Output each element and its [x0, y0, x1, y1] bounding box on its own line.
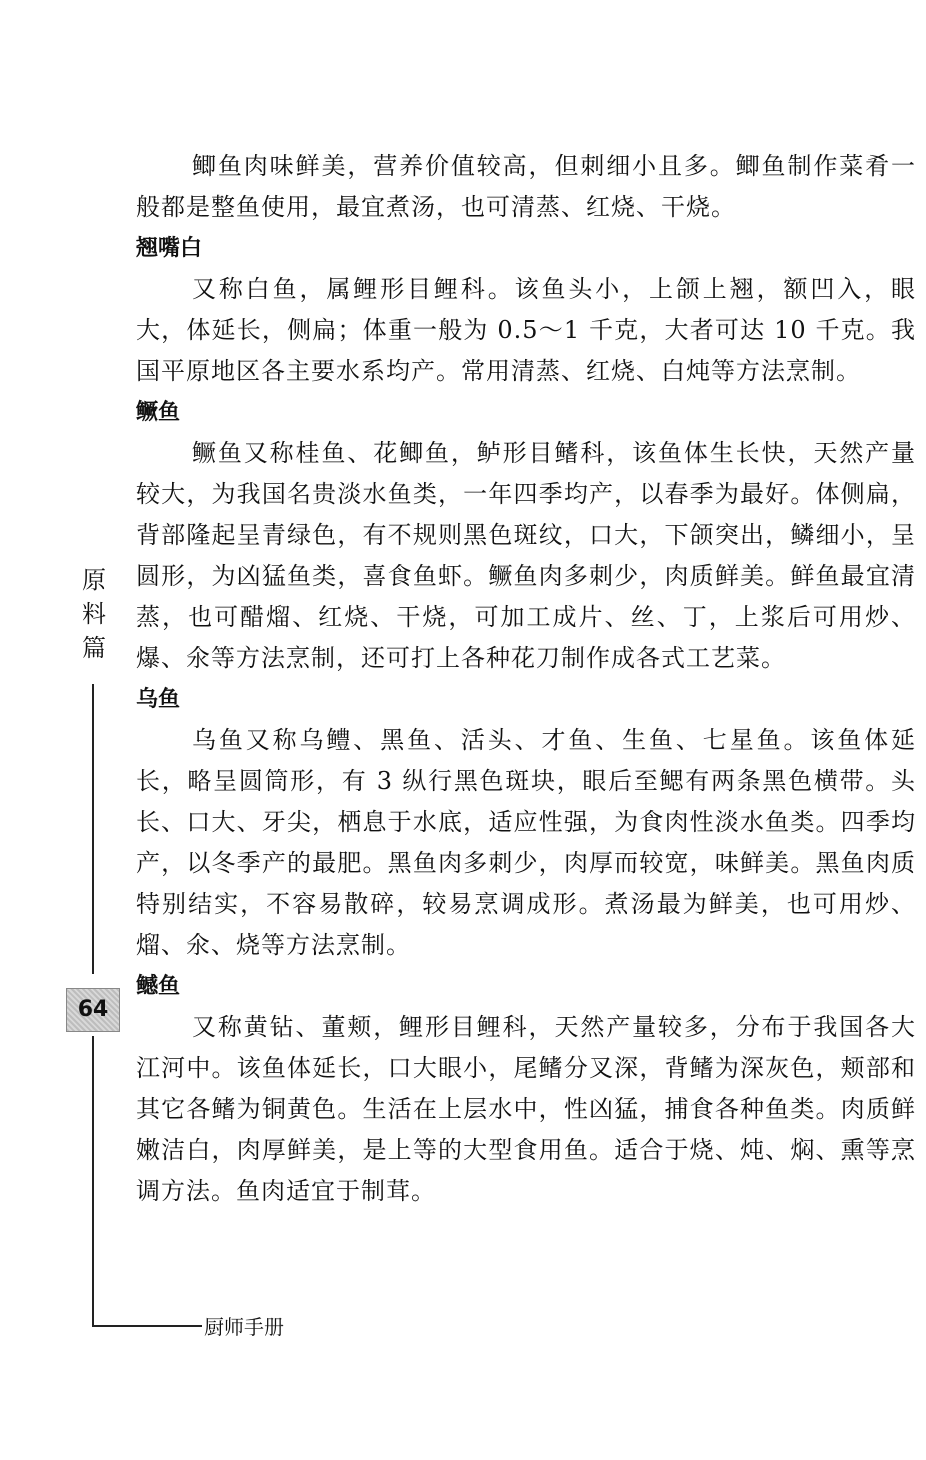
heading-topmouth-culter: 翘嘴白 — [136, 236, 203, 261]
paragraph-topmouth-culter: 又称白鱼，属鲤形目鲤科。该鱼头小，上颌上翘，额凹入，眼大，体延长，侧扁；体重一般为 0.5～1 千克，大者可达 10 千克。我国平原地区各主要水系均产。常用清蒸、红烧、白炖等方法烹制。 — [136, 275, 916, 385]
footer-rule — [92, 1325, 202, 1327]
page-number: 64 — [66, 988, 120, 1032]
page-body — [136, 146, 916, 1212]
paragraph-crucian-carp: 鲫鱼肉味鲜美，营养价值较高，但刺细小且多。鲫鱼制作菜肴一般都是整鱼使用，最宜煮汤，也可清蒸、红烧、干烧。 — [136, 152, 916, 221]
heading-mandarin-fish: 鳜鱼 — [136, 400, 181, 425]
section-side-label — [79, 563, 109, 665]
footer-book-title: 厨师手册 — [204, 1315, 284, 1339]
paragraph-snakehead: 乌鱼又称乌鳢、黑鱼、活头、才鱼、生鱼、七星鱼。该鱼体延长，略呈圆筒形，有 3 纵行黑色斑块，眼后至鳃有两条黑色横带。头长、口大、牙尖，栖息于水底，适应性强，为食肉性淡水鱼类。四季均产，以冬季产的最肥。黑鱼肉多刺少，肉厚而较宽，味鲜美。黑鱼肉质特别结实，不容易散碎，较易烹调成形。煮汤最为鲜美，也可用炒、熘、氽、烧等方法烹制。 — [136, 726, 916, 959]
paragraph-yellowcheek: 又称黄钻、董颊，鲤形目鲤科，天然产量较多，分布于我国各大江河中。该鱼体延长，口大眼小，尾鳍分叉深，背鳍为深灰色，颊部和其它各鳍为铜黄色。生活在上层水中，性凶猛，捕食各种鱼类。肉质鲜嫩洁白，肉厚鲜美，是上等的大型食用鱼。适合于烧、炖、焖、熏等烹调方法。鱼肉适宜于制茸。 — [136, 1013, 916, 1205]
margin-rule-lower — [92, 1036, 94, 1326]
side-label-char: 篇 — [82, 634, 106, 662]
side-label-char: 原 — [82, 566, 106, 594]
side-label-char: 料 — [82, 600, 106, 628]
heading-yellowcheek: 鳡鱼 — [136, 974, 181, 999]
heading-snakehead: 乌鱼 — [136, 687, 181, 712]
paragraph-mandarin-fish: 鳜鱼又称桂鱼、花鲫鱼，鲈形目鳍科，该鱼体生长快，天然产量较大，为我国名贵淡水鱼类，一年四季均产，以春季为最好。体侧扁，背部隆起呈青绿色，有不规则黑色斑纹，口大，下颌突出，鳞细小，呈圆形，为凶猛鱼类，喜食鱼虾。鳜鱼肉多刺少，肉质鲜美。鲜鱼最宜清蒸，也可醋熘、红烧、干烧，可加工成片、丝、丁，上浆后可用炒、爆、氽等方法烹制，还可打上各种花刀制作成各式工艺菜。 — [136, 439, 916, 672]
margin-rule-upper — [92, 684, 94, 974]
